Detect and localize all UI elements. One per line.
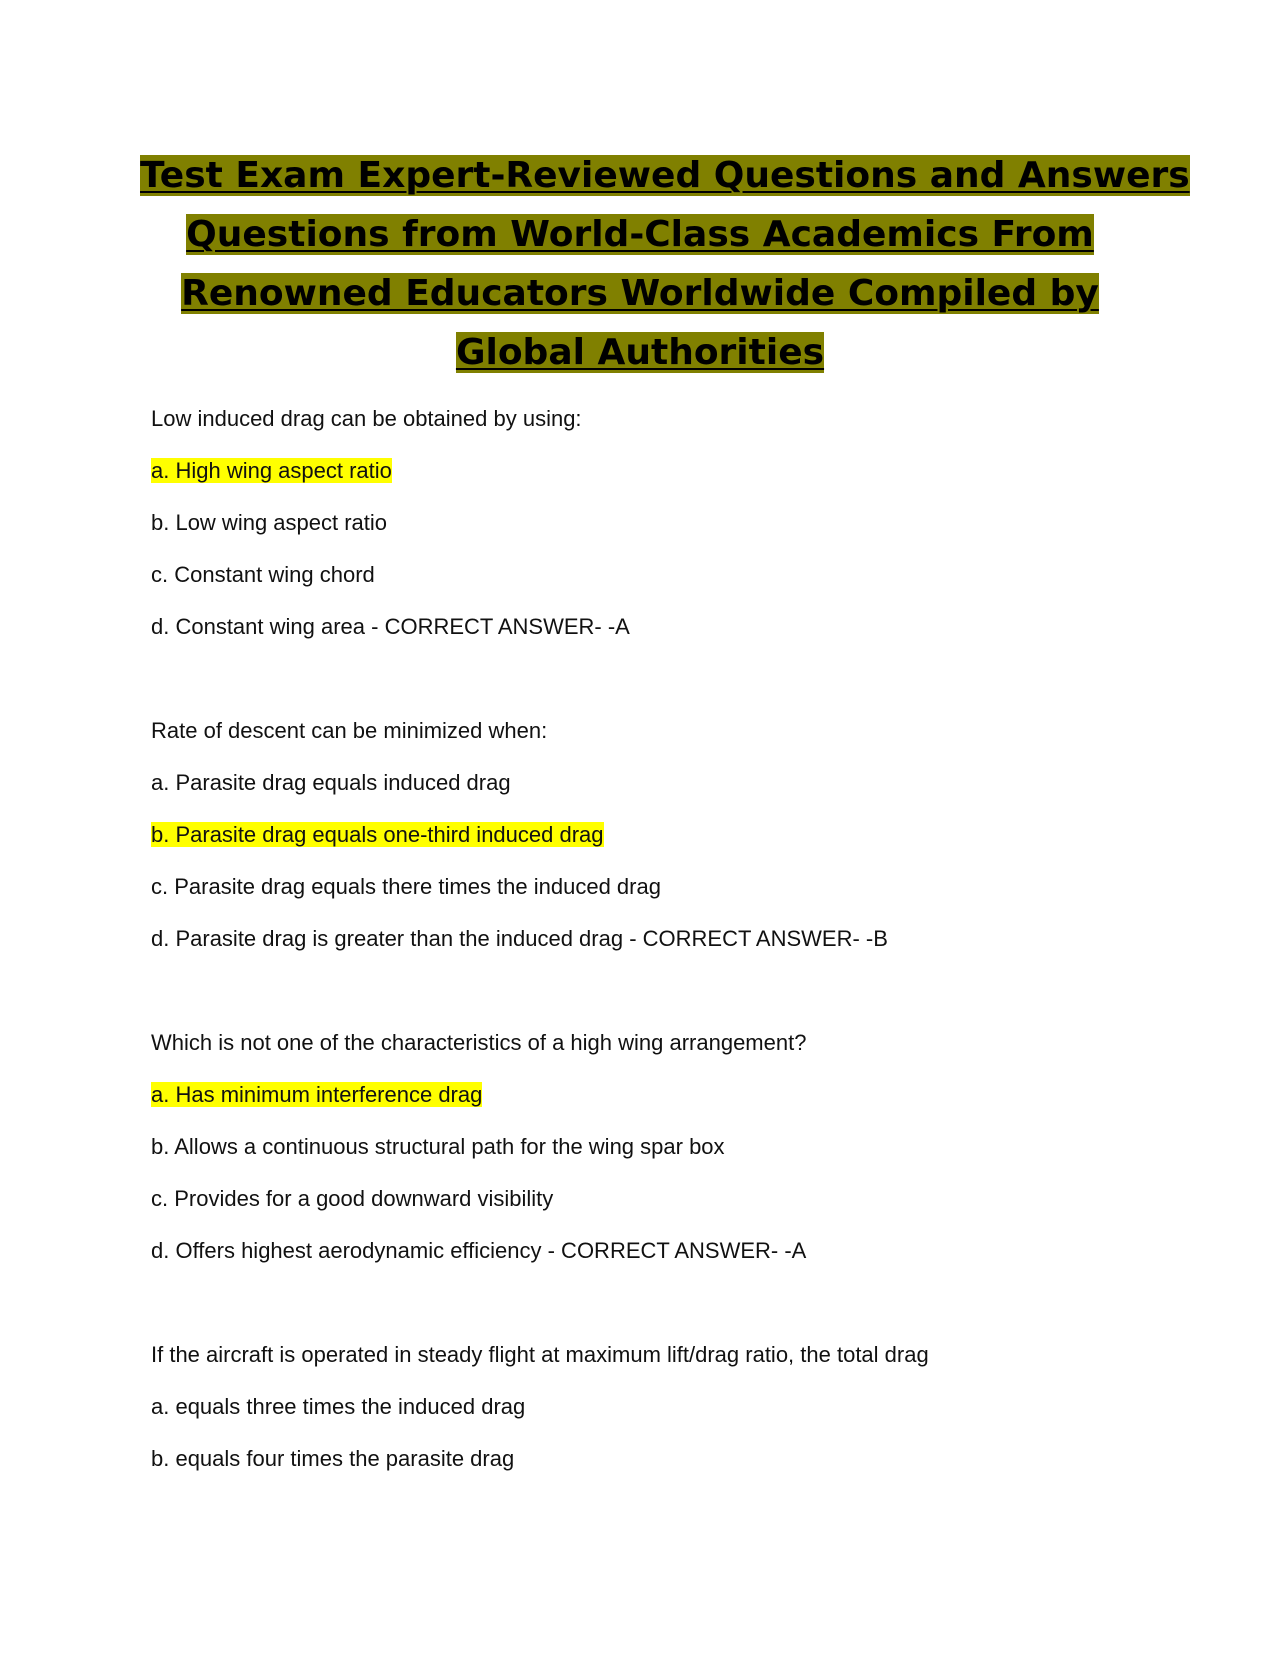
answer-option-d: d. Parasite drag is greater than the induced drag - CORRECT ANSWER- -B (151, 926, 888, 951)
question-block-2 (151, 716, 1171, 976)
title-line-4: Global Authorities (455, 332, 825, 373)
question-block-1 (151, 404, 1171, 664)
spacer (151, 976, 1171, 1028)
title-line-3: Renowned Educators Worldwide Compiled by (181, 273, 1099, 314)
highlighted-answer: a. Has minimum interference drag (151, 1082, 483, 1107)
answer-option-a (151, 1080, 1171, 1132)
question-list (151, 404, 1171, 1496)
question-block-3 (151, 1028, 1171, 1288)
highlighted-answer: a. High wing aspect ratio (151, 458, 392, 483)
answer-option-b (151, 820, 1171, 872)
answer-option-a (151, 456, 1171, 508)
answer-option-b: b. Low wing aspect ratio (151, 510, 388, 535)
question-prompt: Which is not one of the characteristics of a high wing arrangement? (151, 1030, 807, 1055)
spacer (151, 1288, 1171, 1340)
answer-option-c: c. Provides for a good downward visibility (151, 1186, 554, 1211)
question-prompt: Low induced drag can be obtained by using: (151, 406, 582, 431)
answer-option-a: a. Parasite drag equals induced drag (151, 770, 511, 795)
title-line-2: Questions from World-Class Academics From (186, 214, 1094, 255)
document-title (140, 146, 1190, 382)
spacer (151, 664, 1171, 716)
answer-option-c: c. Constant wing chord (151, 562, 375, 587)
question-block-4 (151, 1340, 1171, 1496)
title-line-1: Test Exam Expert-Reviewed Questions and Answers (140, 155, 1190, 196)
question-prompt: If the aircraft is operated in steady flight at maximum lift/drag ratio, the total drag (151, 1342, 929, 1367)
answer-option-c: c. Parasite drag equals there times the induced drag (151, 874, 661, 899)
highlighted-answer: b. Parasite drag equals one-third induced drag (151, 822, 604, 847)
question-prompt: Rate of descent can be minimized when: (151, 718, 548, 743)
answer-option-b: b. Allows a continuous structural path for the wing spar box (151, 1134, 725, 1159)
answer-option-a: a. equals three times the induced drag (151, 1394, 526, 1419)
answer-option-d: d. Offers highest aerodynamic efficiency - CORRECT ANSWER- -A (151, 1238, 807, 1263)
answer-option-d: d. Constant wing area - CORRECT ANSWER- -A (151, 614, 630, 639)
answer-option-b: b. equals four times the parasite drag (151, 1446, 515, 1471)
